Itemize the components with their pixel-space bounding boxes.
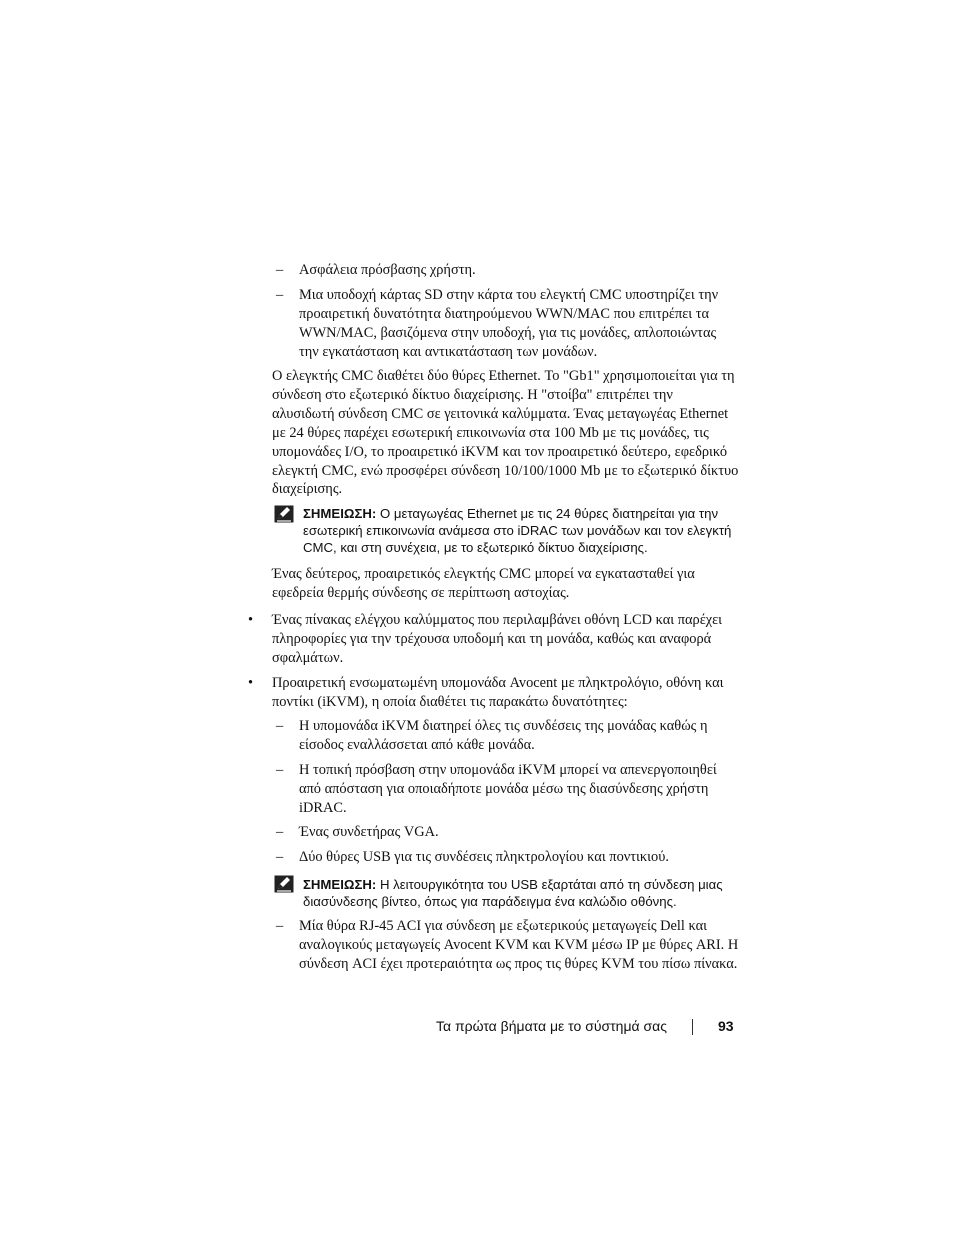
note-text: Ο μεταγωγέας Ethernet με τις 24 θύρες διατηρείται για την εσωτερική επικοινωνία ανάμεσα στο iDRAC των μονάδων και τον ελεγκτή CMC, και στη συνέχεια, με το εξωτερικό δίκτυο διαχείρισης. (303, 506, 732, 555)
dash-marker: – (276, 762, 284, 778)
list-item-usb: Δύο θύρες USB για τις συνδέσεις πληκτρολογίου και ποντικιού. (299, 849, 669, 865)
list-item-sd-card-slot: Μια υποδοχή κάρτας SD στην κάρτα του ελεγκτή CMC υποστηρίζει την προαιρετική δυνατότητα διατηρούμενου WWN/MAC που επιτρέπει τα WWN/MAC, βασιζόμενα στην υποδοχή, για τις μονάδες, απλοποιώντας την εγκατάσταση και αντικατάσταση των μονάδων. (299, 287, 719, 360)
dash-marker: – (276, 718, 284, 734)
second-cmc-paragraph: Ένας δεύτερος, προαιρετικός ελεγκτής CMC μπορεί να εγκατασταθεί για εφεδρεία θερμής σύνδεσης σε περίπτωση αστοχίας. (272, 566, 695, 601)
bullet-marker: • (248, 612, 254, 628)
note-label: ΣΗΜΕΙΩΣΗ: (303, 877, 377, 892)
dash-marker: – (276, 287, 284, 303)
note-usb (303, 876, 739, 910)
dash-marker: – (276, 918, 284, 934)
note-label: ΣΗΜΕΙΩΣΗ: (303, 506, 377, 521)
list-item-local-access: Η τοπική πρόσβαση στην υπομονάδα iKVM μπορεί να απενεργοποιηθεί από απόσταση για οποιαδήποτε μονάδα μέσω της διασύνδεσης χρήστη iDRAC. (299, 762, 717, 816)
ethernet-paragraph: Ο ελεγκτής CMC διαθέτει δύο θύρες Ethernet. Το "Gb1" χρησιμοποιείται για τη σύνδεση στο εξωτερικό δίκτυο διαχείρισης. Η "στοίβα" επιτρέπει την αλυσιδωτή σύνδεση CMC σε γειτονικά καλύμματα. Ένας μεταγωγέας Ethernet με 24 θύρες παρέχει εσωτερική επικοινωνία στα 100 Mb με τις μονάδες, τις υπομονάδες I/O, το προαιρετικό iKVM και τον προαιρετικό δεύτερο, εφεδρικό ελεγκτή CMC, ενώ προσφέρει σύνδεση 10/100/1000 Mb με το εξωτερικό δίκτυο διαχείρισης. (272, 368, 739, 498)
pencil-note-icon (274, 875, 294, 893)
bullet-marker: • (248, 675, 254, 691)
list-item-vga: Ένας συνδετήρας VGA. (299, 824, 439, 840)
dash-marker: – (276, 824, 284, 840)
footer-separator (692, 1019, 693, 1035)
list-item-user-access-security: Ασφάλεια πρόσβασης χρήστη. (299, 262, 476, 278)
pencil-note-icon (274, 505, 294, 523)
bullet-item-avocent-ikvm: Προαιρετική ενσωματωμένη υπομονάδα Avocent με πληκτρολόγιο, οθόνη και ποντίκι (iKVM), η οποία διαθέτει τις παρακάτω δυνατότητες: (272, 675, 724, 710)
list-item-ikvm-connections: Η υπομονάδα iKVM διατηρεί όλες τις συνδέσεις της μονάδας καθώς η είσοδος εναλλάσσεται από κάθε μονάδα. (299, 718, 708, 753)
bullet-item-lcd-panel: Ένας πίνακας ελέγχου καλύμματος που περιλαμβάνει οθόνη LCD και παρέχει πληροφορίες για την τρέχουσα υποδομή και τη μονάδα, καθώς και αναφορά σφαλμάτων. (272, 612, 723, 666)
note-ethernet-switch (303, 505, 739, 556)
dash-marker: – (276, 262, 284, 278)
list-item-rj45-aci: Μία θύρα RJ-45 ACI για σύνδεση με εξωτερικούς μεταγωγείς Dell και αναλογικούς μεταγωγείς Avocent KVM και KVM μέσω IP με θύρες ARI. Η σύνδεση ACI έχει προτεραιότητα ως προς τις θύρες KVM του πίσω πίνακα. (299, 918, 739, 972)
page-number: 93 (718, 1018, 734, 1034)
note-text: Η λειτουργικότητα του USB εξαρτάται από τη σύνδεση μιας διασύνδεσης βίντεο, όπως για παράδειγμα ένα καλώδιο οθόνης. (303, 877, 723, 909)
footer-chapter-title: Τα πρώτα βήματα με το σύστημά σας (436, 1018, 667, 1034)
dash-marker: – (276, 849, 284, 865)
